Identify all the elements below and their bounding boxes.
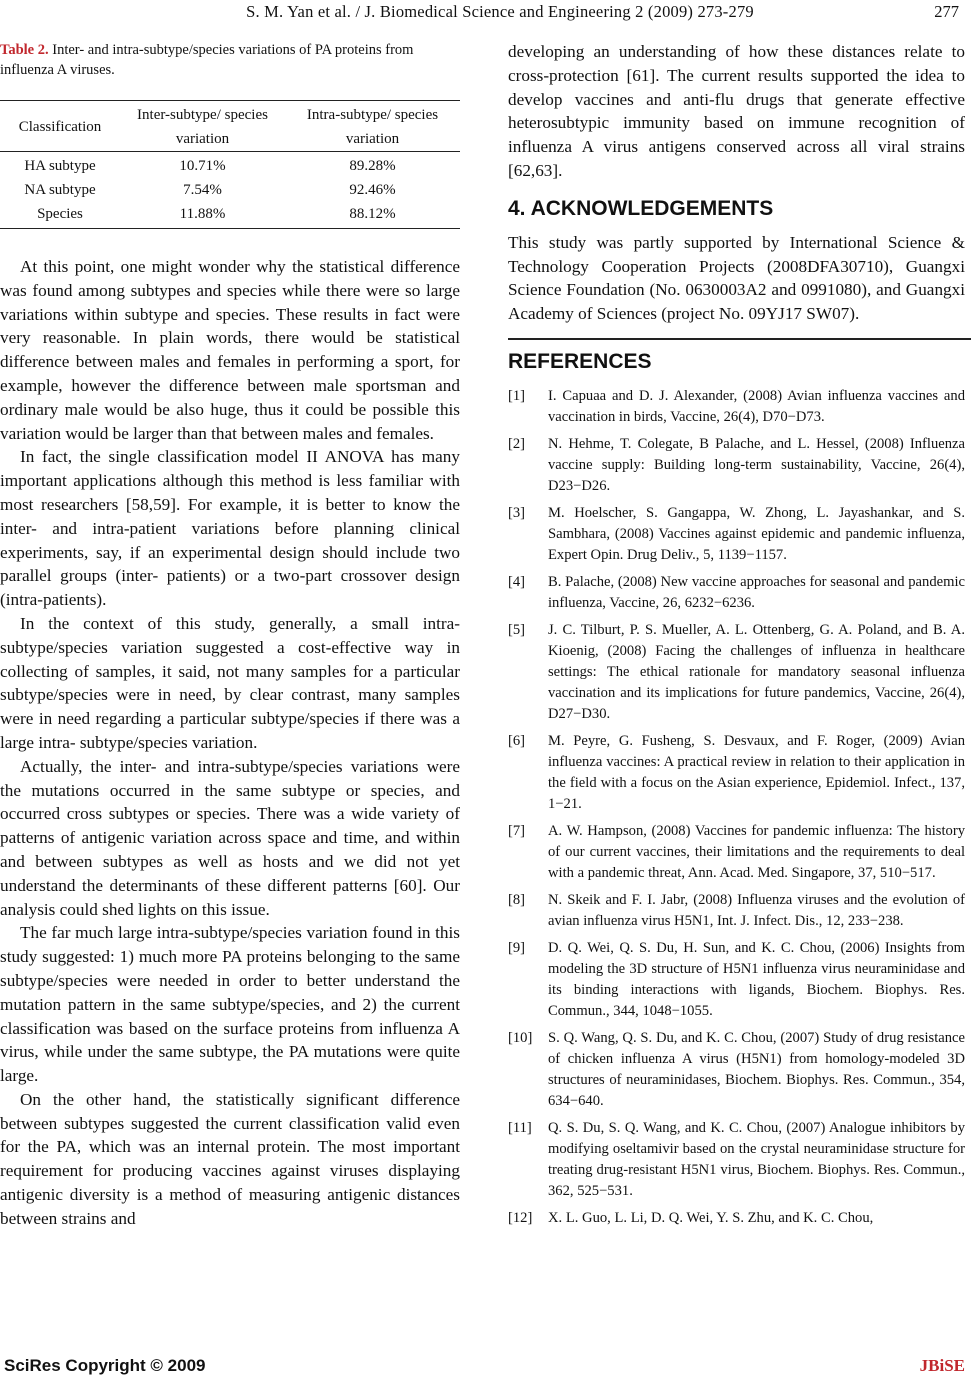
acknowledgements-text: This study was partly supported by International Science & Technology Cooperation Projects (2008DFA30710), Guangxi Science Foundation (No. 0630003A2 and 0991080), and Guangxi Academy of Sciences (project No. 09YJ17 SW07).: [508, 232, 965, 324]
reference-number: [3]: [508, 504, 526, 521]
journal-name: JBiSE: [919, 1356, 965, 1375]
reference-item: [508, 434, 965, 497]
reference-number: [12]: [508, 1209, 533, 1226]
table-cell: 11.88%: [120, 202, 285, 229]
table-cell: 10.71%: [179, 158, 226, 174]
reference-number: [2]: [508, 435, 526, 452]
reference-number: [5]: [508, 621, 526, 638]
reference-text: M. Peyre, G. Fusheng, S. Desvaux, and F. Roger, (2009) Avian influenza vaccines: A practical review in relation to their application in the field with a focus on the Asian experience, Epidemiol. Infect., 137, 1−21.: [548, 732, 965, 812]
body-paragraph: At this point, one might wonder why the statistical difference was found among subtypes and species while there were so large variations within subtype and species. These results in fact were very reasonable. In plain words, there would be statistical difference between males and females in performing a sport, for example, however the difference between male sportsman and ordinary male would be also huge, thus it could be possible this variation would be larger than that between males and females.: [0, 257, 460, 443]
header-citation: S. M. Yan et al. / J. Biomedical Science and Engineering 2 (2009) 273-279: [246, 2, 754, 21]
variation-table: [0, 100, 460, 229]
body-paragraph: On the other hand, the statistically significant difference between subtypes suggested the current classification valid even for the PA, which was an internal protein. The most important requirement for producing vaccines against viruses displaying antigenic diversity is a method of measuring antigenic distances between strains and: [0, 1089, 460, 1228]
table-cell: 7.54%: [183, 182, 222, 198]
page-footer: [0, 1356, 971, 1385]
table-row: [0, 178, 460, 202]
reference-text: X. L. Guo, L. Li, D. Q. Wei, Y. S. Zhu, and K. C. Chou,: [548, 1209, 874, 1226]
table-cell: 89.28%: [349, 158, 396, 174]
col-inter: Inter-subtype/ species variation: [120, 101, 285, 152]
reference-item: [508, 1028, 965, 1112]
reference-item: [508, 938, 965, 1022]
table-cell: 92.46%: [349, 182, 396, 198]
reference-number: [11]: [508, 1119, 532, 1136]
table-header-row: [0, 101, 460, 152]
reference-number: [7]: [508, 822, 526, 839]
reference-item: [508, 731, 965, 815]
table-cell: 88.12%: [285, 202, 460, 229]
body-paragraph: The far much large intra-subtype/species variation found in this study suggested: 1) much more PA proteins belonging to the same subtype/species were needed in order to better understand the mutation pattern in the same subtype/species, and 2) the current classification was based on the surface proteins from influenza A virus, while under the same subtype, the PA mutations were quite large.: [0, 923, 460, 1086]
reference-text: J. C. Tilburt, P. S. Mueller, A. L. Ottenberg, G. A. Poland, and B. A. Kioenig, (2008) Facing the challenges of influenza in healthcare settings: The ethical rationale for mandatory seasonal influenza vaccination and its implications for future pandemics, Vaccine, 26(4), D27−D30.: [548, 621, 965, 722]
reference-text: N. Skeik and F. I. Jabr, (2008) Influenza viruses and the evolution of avian influenza virus H5N1, Int. J. Infect. Dis., 12, 233−238.: [548, 891, 965, 929]
body-paragraph: In the context of this study, generally, a small intra-subtype/species variation suggested a cost-effective way in collecting of samples, it said, not many samples for a particular subtype/species were in need, by clear contrast, many samples were in need regarding a particular subtype/species if there was a large intra- subtype/species variation.: [0, 613, 460, 752]
body-paragraph-continued: developing an understanding of how these distances relate to cross-protection [61]. The current results supported the idea to develop vaccines and anti-flu drugs that generate effective heterosubtypic immunity based on immune recognition of influenza A virus antigens conserved across all viral strains [62,63].: [508, 42, 965, 180]
reference-item: [508, 1118, 965, 1202]
section-divider: [508, 338, 971, 340]
reference-list: [508, 386, 965, 1229]
table-cell: Species: [0, 202, 120, 229]
reference-item: [508, 503, 965, 566]
col-intra: Intra-subtype/ species variation: [285, 101, 460, 152]
reference-text: I. Capuaa and D. J. Alexander, (2008) Avian influenza vaccines and vaccination in birds, Vaccine, 26(4), D70−D73.: [548, 387, 965, 425]
reference-text: B. Palache, (2008) New vaccine approaches for seasonal and pandemic influenza, Vaccine, 26, 6232−6236.: [548, 573, 965, 611]
reference-number: [6]: [508, 732, 526, 749]
reference-number: [8]: [508, 891, 526, 908]
reference-text: Q. S. Du, S. Q. Wang, and K. C. Chou, (2007) Analogue inhibitors by modifying oseltamivir based on the crystal neuraminidase structure for treating drug-resistant H5N1 virus, Biochem. Biophys. Res. Commun., 362, 525−531.: [548, 1119, 965, 1199]
table-caption-label: Table 2.: [0, 42, 49, 58]
references-heading: REFERENCES: [508, 349, 652, 373]
running-header: [0, 0, 971, 34]
reference-text: N. Hehme, T. Colegate, B Palache, and L. Hessel, (2008) Influenza vaccine supply: Building long-term sustainability, Vaccine, 26(4), D23−D26.: [548, 435, 965, 494]
reference-item: [508, 1208, 965, 1229]
reference-text: A. W. Hampson, (2008) Vaccines for pandemic influenza: The history of our current vaccines, their limitations and the requirements to deal with a pandemic threat, Ann. Acad. Med. Singapore, 37, 510−517.: [548, 822, 965, 881]
table-cell: HA subtype: [24, 158, 96, 174]
reference-item: [508, 890, 965, 932]
table-caption: [0, 40, 460, 80]
reference-item: [508, 821, 965, 884]
reference-item: [508, 620, 965, 725]
copyright-text: SciRes Copyright © 2009: [4, 1356, 206, 1375]
page-number: 277: [934, 2, 959, 21]
reference-number: [4]: [508, 573, 526, 590]
reference-text: D. Q. Wei, Q. S. Du, H. Sun, and K. C. Chou, (2006) Insights from modeling the 3D structure of H5N1 influenza virus neuraminidase and its binding interactions with ligands, Biochem. Biophys. Res. Commun., 344, 1048−1055.: [548, 939, 965, 1019]
acknowledgements-heading: 4. ACKNOWLEDGEMENTS: [508, 196, 774, 220]
reference-number: [10]: [508, 1029, 533, 1046]
reference-number: [1]: [508, 387, 526, 404]
body-paragraph: Actually, the inter- and intra-subtype/species variations were the mutations occurred in the same subtype or species, and occurred cross subtypes or species. There was a wide variety of patterns of antigenic variation across space and time, and within and between subtypes as well as hosts and we did not yet understand the determinants of these different patterns [60]. Our analysis could shed lights on this issue.: [0, 756, 460, 919]
table-row: [0, 152, 460, 179]
reference-text: M. Hoelscher, S. Gangappa, W. Zhong, L. Jayashankar, and S. Sambhara, (2008) Vaccines against epidemic and pandemic influenza, Expert Opin. Drug Deliv., 5, 1139−1157.: [548, 504, 965, 563]
table-cell: NA subtype: [24, 182, 96, 198]
right-column: [508, 40, 965, 1235]
reference-item: [508, 572, 965, 614]
table-caption-text: Inter- and intra-subtype/species variations of PA proteins from influenza A viruses.: [0, 42, 414, 78]
reference-number: [9]: [508, 939, 526, 956]
reference-item: [508, 386, 965, 428]
col-classification: Classification: [0, 101, 120, 152]
left-column: [0, 40, 460, 1231]
table-row: [0, 202, 460, 229]
reference-text: S. Q. Wang, Q. S. Du, and K. C. Chou, (2007) Study of drug resistance of chicken influenza A virus (H5N1) from homology-modeled 3D structures of neuraminidases, Biochem. Biophys. Res. Commun., 354, 634−640.: [548, 1029, 965, 1109]
body-paragraph: In fact, the single classification model II ANOVA has many important applications although this method is less familiar with most researchers [58,59]. For example, it is better to know the inter- and intra-patient variations before planning clinical experiments, say, if an experimental design should include two parallel groups (inter- patients) or a two-part crossover design (intra-patients).: [0, 447, 460, 610]
